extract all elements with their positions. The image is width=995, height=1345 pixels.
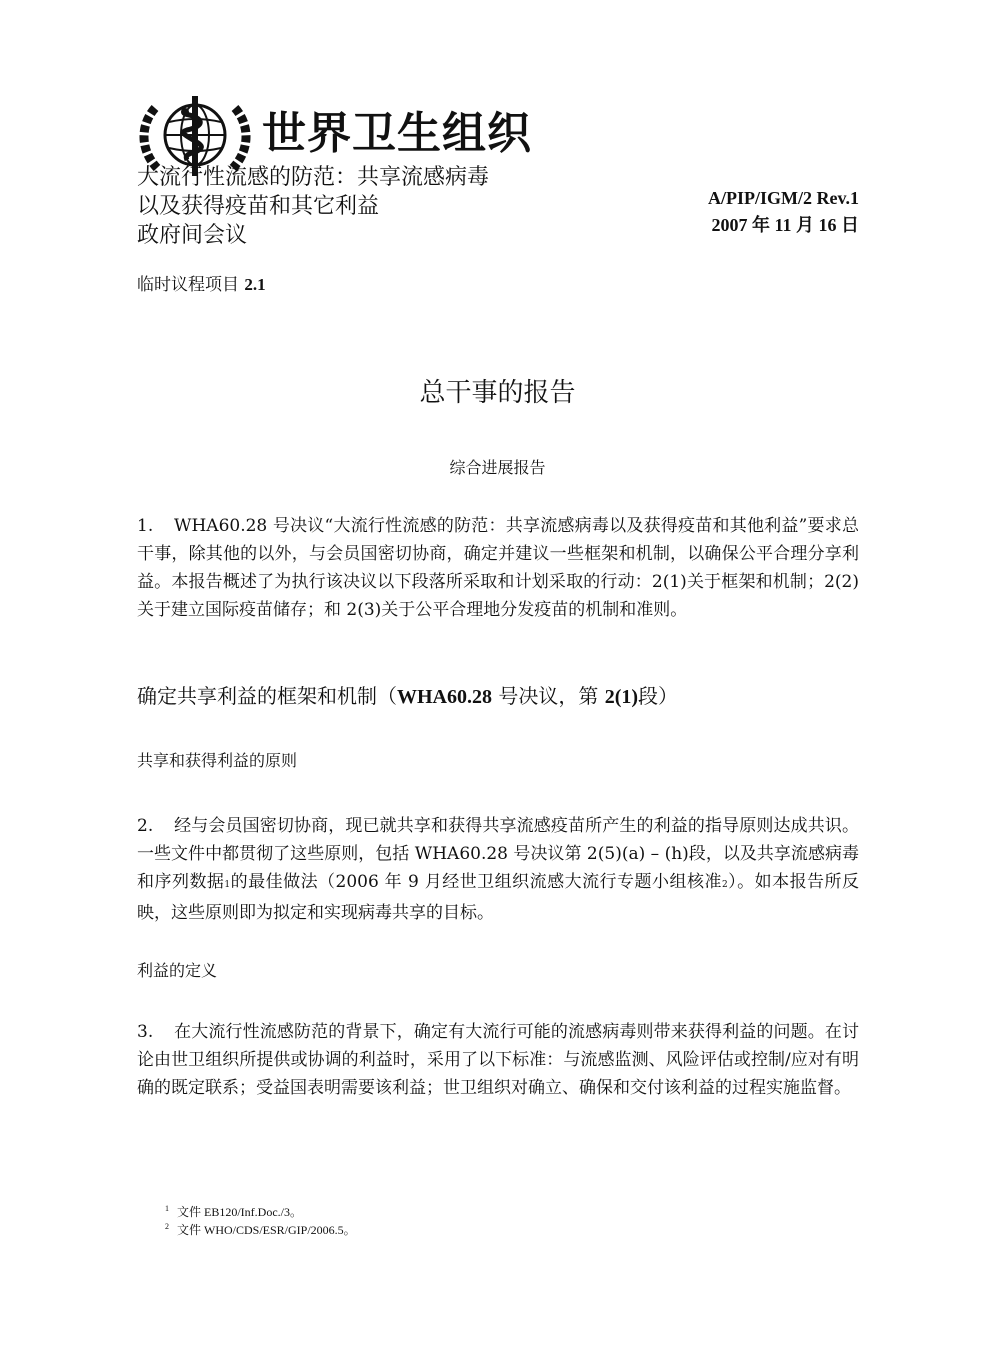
paragraph-2: 2. 经与会员国密切协商，现已就共享和获得共享流感疫苗所产生的利益的指导原则达成共识。一些文件中都贯彻了这些原则，包括 WHA60.28 号决议第 2(5)(a) – (h)段，以及共享流感病毒和序列数据1的最佳做法（2006 年 9 月经世卫组织流感大流行专题小组核准2）。如本报告所反映，这些原则即为拟定和实现病毒共享的目标。 bbox=[137, 812, 859, 927]
agenda-item bbox=[137, 270, 266, 295]
subheading-definition: 利益的定义 bbox=[137, 961, 218, 980]
paragraph-1 bbox=[137, 512, 859, 624]
paragraph-number: 1. bbox=[137, 516, 154, 536]
subheading-principles: 共享和获得利益的原则 bbox=[137, 751, 298, 770]
meeting-title-line: 以及获得疫苗和其它利益 bbox=[137, 194, 380, 219]
document-date: 2007 年 11 月 16 日 bbox=[711, 215, 859, 235]
paragraph-number: 2. bbox=[137, 816, 154, 836]
footnote-2: $^2$ 文件 WHO/CDS/ESR/GIP/2006.5。 bbox=[165, 1222, 356, 1237]
agenda-number: 2.1 bbox=[244, 275, 266, 294]
meeting-title-line: 政府间会议 bbox=[137, 223, 248, 248]
meeting-title bbox=[137, 165, 490, 250]
footnote-1: $^1$ 文件 EB120/Inf.Doc./3。 bbox=[165, 1204, 302, 1219]
agenda-label: 临时议程项目 bbox=[137, 275, 239, 295]
footnote-ref-1: 1 bbox=[224, 880, 231, 890]
paragraph-number: 3. bbox=[137, 1022, 154, 1042]
footnote-ref-2: 2 bbox=[721, 880, 728, 890]
meeting-title-line-clipped: 大流行性流感的防范：共享流感病毒 bbox=[137, 165, 490, 190]
document-reference bbox=[708, 185, 859, 239]
document-symbol: A/PIP/IGM/2 Rev.1 bbox=[708, 188, 859, 208]
organization-name: 世界卫生组织 bbox=[262, 108, 532, 159]
report-subtitle: 综合进展报告 bbox=[449, 458, 546, 477]
report-title: 总干事的报告 bbox=[419, 378, 576, 408]
section-heading: 确定共享利益的框架和机制（WHA60.28 号决议，第 2(1)段） bbox=[137, 684, 679, 708]
paragraph-3 bbox=[137, 1018, 859, 1102]
paragraph-text: WHA60.28 号决议“大流行性流感的防范：共享流感病毒以及获得疫苗和其他利益”要求总干事，除其他的以外，与会员国密切协商，确定并建议一些框架和机制，以确保公平合理分享利益。本报告概述了为执行该决议以下段落所采取和计划采取的行动：2(1)关于框架和机制；2(2)关于建立国际疫苗储存；和 2(3)关于公平合理地分发疫苗的机制和准则。 bbox=[137, 516, 859, 620]
paragraph-text: 在大流行性流感防范的背景下，确定有大流行可能的流感病毒则带来获得利益的问题。在讨论由世卫组织所提供或协调的利益时，采用了以下标准：与流感监测、风险评估或控制/应对有明确的既定联系；受益国表明需要该利益；世卫组织对确立、确保和交付该利益的过程实施监督。 bbox=[137, 1022, 859, 1098]
